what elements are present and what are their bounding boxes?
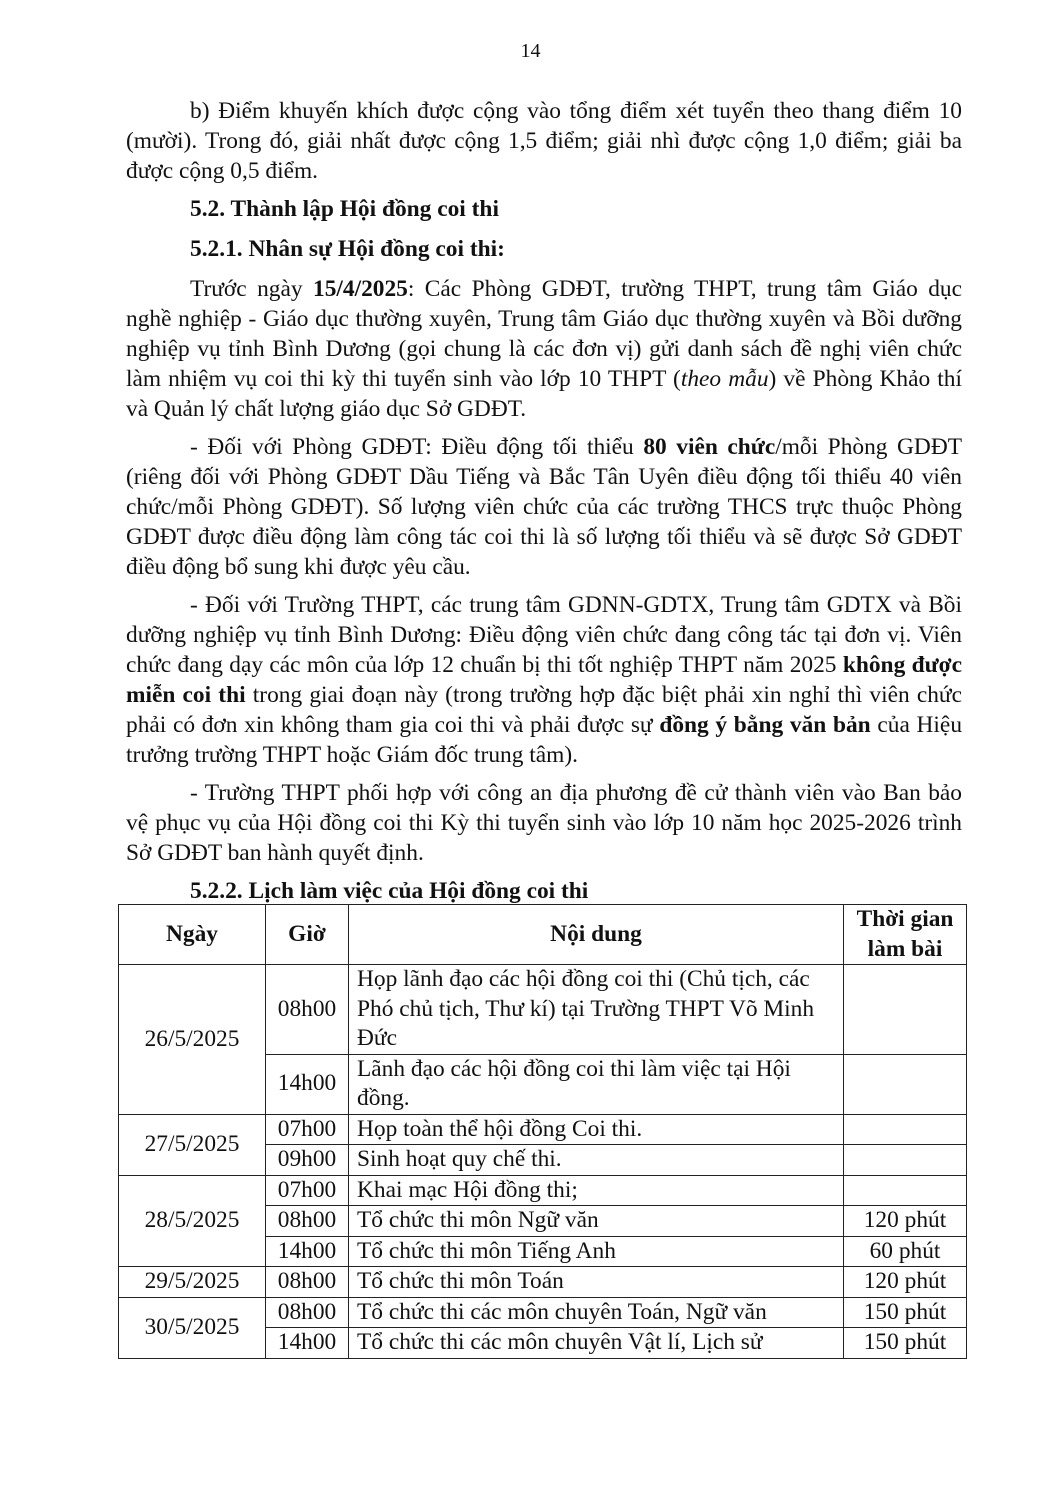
table-row [119,1114,967,1145]
cell-date: 29/5/2025 [119,1267,266,1298]
paragraph-phong-gddt: - Đối với Phòng GDĐT: Điều động tối thiểu 80 viên chức/mỗi Phòng GDĐT (riêng đối với Phòng GDĐT Dầu Tiếng và Bắc Tân Uyên điều động tối thiểu 40 viên chức/mỗi Phòng GDĐT). Số lượng viên chức của các trường THCS trực thuộc Phòng GDĐT được điều động làm công tác coi thi là số lượng tối thiểu và sẽ được Sở GDĐT điều động bổ sung khi được yêu cầu. [126,434,963,580]
cell-duration [844,1175,967,1206]
cell-content: Họp lãnh đạo các hội đồng coi thi (Chủ tịch, các Phó chủ tịch, Thư kí) tại Trường THPT Võ Minh Đức [349,965,844,1055]
heading-5-2: 5.2. Thành lập Hội đồng coi thi [190,196,499,222]
cell-time: 08h00 [266,1206,349,1237]
table-row [119,1267,967,1298]
heading-5-2-1: 5.2.1. Nhân sự Hội đồng coi thi: [190,236,505,262]
cell-content: Tổ chức thi môn Ngữ văn [349,1206,844,1237]
cell-content: Tổ chức thi môn Tiếng Anh [349,1236,844,1267]
document-body [126,96,962,916]
header-content: Nội dung [349,905,844,965]
paragraph-cong-an: - Trường THPT phối hợp với công an địa phương đề cử thành viên vào Ban bảo vệ phục vụ của Hội đồng coi thi Kỳ thi tuyển sinh vào lớp 10 năm học 2025-2026 trình Sở GDĐT ban hành quyết định. [126,780,962,866]
cell-content: Khai mạc Hội đồng thi; [349,1175,844,1206]
cell-duration: 150 phút [844,1328,967,1359]
page-number: 14 [520,40,541,62]
cell-content: Sinh hoạt quy chế thi. [349,1145,844,1176]
cell-time: 14h00 [266,1054,349,1114]
cell-content: Họp toàn thể hội đồng Coi thi. [349,1114,844,1145]
table-row [119,1175,967,1206]
cell-time: 07h00 [266,1114,349,1145]
heading-5-2-2: 5.2.2. Lịch làm việc của Hội đồng coi thi [190,878,589,904]
schedule-table [118,904,967,1359]
paragraph-deadline: Trước ngày 15/4/2025: Các Phòng GDĐT, trường THPT, trung tâm Giáo dục nghề nghiệp - Giáo dục thường xuyên, Trung tâm Giáo dục thường xuyên và Bồi dưỡng nghiệp vụ tỉnh Bình Dương (gọi chung là các đơn vị) gửi danh sách đề nghị viên chức làm nhiệm vụ coi thi kỳ thi tuyển sinh vào lớp 10 THPT (theo mẫu) về Phòng Khảo thí và Quản lý chất lượng giáo dục Sở GDĐT. [126,276,962,422]
cell-duration [844,965,967,1055]
cell-time: 09h00 [266,1145,349,1176]
table-header-row [119,905,967,965]
cell-duration [844,1114,967,1145]
header-time: Giờ [266,905,349,965]
cell-date: 26/5/2025 [119,965,266,1115]
header-duration: Thời gian làm bài [844,905,967,965]
cell-content: Lãnh đạo các hội đồng coi thi làm việc tại Hội đồng. [349,1054,844,1114]
cell-date: 28/5/2025 [119,1175,266,1267]
cell-duration [844,1145,967,1176]
cell-duration [844,1054,967,1114]
cell-time: 08h00 [266,1297,349,1328]
header-date: Ngày [119,905,266,965]
paragraph-b: b) Điểm khuyến khích được cộng vào tổng điểm xét tuyển theo thang điểm 10 (mười). Trong đó, giải nhất được cộng 1,5 điểm; giải nhì được cộng 1,0 điểm; giải ba được cộng 0,5 điểm. [126,98,962,184]
cell-duration: 120 phút [844,1206,967,1237]
cell-content: Tổ chức thi các môn chuyên Toán, Ngữ văn [349,1297,844,1328]
paragraph-truong-thpt: - Đối với Trường THPT, các trung tâm GDNN-GDTX, Trung tâm GDTX và Bồi dưỡng nghiệp vụ tỉnh Bình Dương: Điều động viên chức đang công tác tại đơn vị. Viên chức đang dạy các môn của lớp 12 chuẩn bị thi tốt nghiệp THPT năm 2025 không được miễn coi thi trong giai đoạn này (trong trường hợp đặc biệt phải xin nghỉ thì viên chức phải có đơn xin không tham gia coi thi và phải được sự đồng ý bằng văn bản của Hiệu trưởng trường THPT hoặc Giám đốc trung tâm). [126,592,963,768]
cell-duration: 120 phút [844,1267,967,1298]
table-row [119,1297,967,1328]
cell-date: 30/5/2025 [119,1297,266,1358]
cell-time: 07h00 [266,1175,349,1206]
cell-content: Tổ chức thi môn Toán [349,1267,844,1298]
cell-time: 14h00 [266,1328,349,1359]
cell-time: 08h00 [266,1267,349,1298]
cell-duration: 150 phút [844,1297,967,1328]
cell-date: 27/5/2025 [119,1114,266,1175]
cell-content: Tổ chức thi các môn chuyên Vật lí, Lịch sử [349,1328,844,1359]
cell-time: 14h00 [266,1236,349,1267]
cell-duration: 60 phút [844,1236,967,1267]
cell-time: 08h00 [266,965,349,1055]
table-row [119,965,967,1055]
